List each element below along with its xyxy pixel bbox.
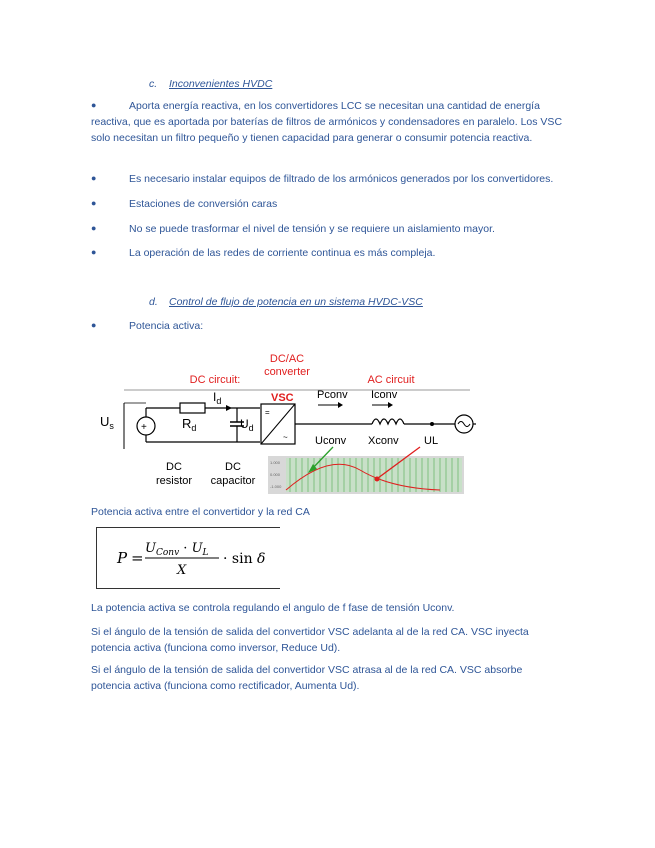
ac-circuit-label: AC circuit: [367, 374, 415, 386]
svg-text:~: ~: [283, 433, 288, 442]
section-c-title: Inconvenientes HVDC: [169, 78, 273, 90]
formula-lhs: P: [117, 549, 128, 567]
section-d-title: Control de flujo de potencia en un sistema HVDC-VSC: [169, 296, 423, 308]
dc-resistor-icon: [180, 403, 205, 413]
formula-caption: Potencia activa entre el convertidor y la red CA: [91, 506, 310, 518]
svg-text:=: =: [265, 408, 270, 417]
inductor-icon: [372, 419, 404, 424]
formula-box: [96, 527, 280, 589]
paragraph: Si el ángulo de la tensión de salida del convertidor VSC atrasa al de la red CA. VSC absorbe potencia activa (funciona como rectificador, Aumenta Ud).: [91, 664, 523, 692]
dc-circuit-label: DC circuit:: [189, 374, 241, 386]
section-c-label: c.: [149, 78, 158, 90]
svg-text:capacitor: capacitor: [210, 475, 256, 487]
iconv-label: Iconv: [371, 389, 398, 401]
ud-label: $U_d$: [240, 417, 254, 433]
bullet-icon: ●: [91, 198, 97, 208]
formula-numerator: $U_{Conv} \cdot U_L$: [145, 541, 209, 558]
svg-text:resistor: resistor: [155, 475, 193, 487]
dc-ac-converter-label-2: converter: [264, 366, 310, 378]
list-item: Estaciones de conversión caras: [129, 198, 278, 210]
list-item: Es necesario instalar equipos de filtrado de los armónicos generados por los convertidores.: [129, 173, 554, 185]
paragraph: La potencia activa se controla regulando el angulo de f fase de tensión Uconv.: [91, 602, 455, 614]
id-label: $I_d$: [213, 390, 222, 406]
dc-capacitor-label: DC: [225, 461, 241, 473]
xconv-label: Xconv: [368, 435, 399, 447]
list-item: Aporta energía reactiva, en los convertidores LCC se necesitan una cantidad de energía reactiva, que es aportada por baterías de filtros de armónicos y condensadores en paralelo. Los VSC solo necesitan un filtro pequeño y tienen capacidad para generar o consumir potencia reactiva.: [91, 100, 563, 144]
svg-text:+: +: [141, 422, 147, 433]
dc-resistor-label: DC: [166, 461, 182, 473]
rd-label: $R_d$: [182, 416, 197, 433]
svg-text:1.000: 1.000: [270, 460, 281, 465]
dc-ac-converter-label: DC/AC: [269, 353, 305, 365]
ul-label: UL: [424, 435, 439, 447]
us-label: $U_s$: [100, 414, 114, 431]
bullet-icon: ●: [91, 247, 97, 257]
section-d-label: d.: [149, 296, 158, 308]
bullet-icon: ●: [91, 223, 97, 233]
waveform-plot: [268, 456, 464, 494]
list-item: La operación de las redes de corriente continua es más compleja.: [129, 247, 436, 259]
list-item: No se puede trasformar el nivel de tensión y se requiere un aislamiento mayor.: [129, 223, 495, 235]
pconv-label: Pconv: [317, 389, 348, 401]
bullet-icon: ●: [91, 173, 97, 183]
vsc-label: VSC: [271, 392, 294, 404]
svg-text:0.000: 0.000: [270, 472, 281, 477]
svg-text:-1.000: -1.000: [270, 484, 282, 489]
paragraph: Si el ángulo de la tensión de salida del convertidor VSC adelanta al de la red CA. VSC inyecta potencia activa (funciona como inversor, Reduce Ud).: [91, 626, 529, 654]
formula-eq: =: [131, 549, 144, 567]
formula-denominator: X: [177, 563, 187, 578]
list-item: Potencia activa:: [129, 320, 204, 332]
uconv-label: Uconv: [315, 435, 347, 447]
formula-rhs: · sin δ: [223, 551, 266, 567]
bullet-icon: ●: [91, 320, 97, 330]
bullet-icon: ●: [91, 100, 97, 110]
